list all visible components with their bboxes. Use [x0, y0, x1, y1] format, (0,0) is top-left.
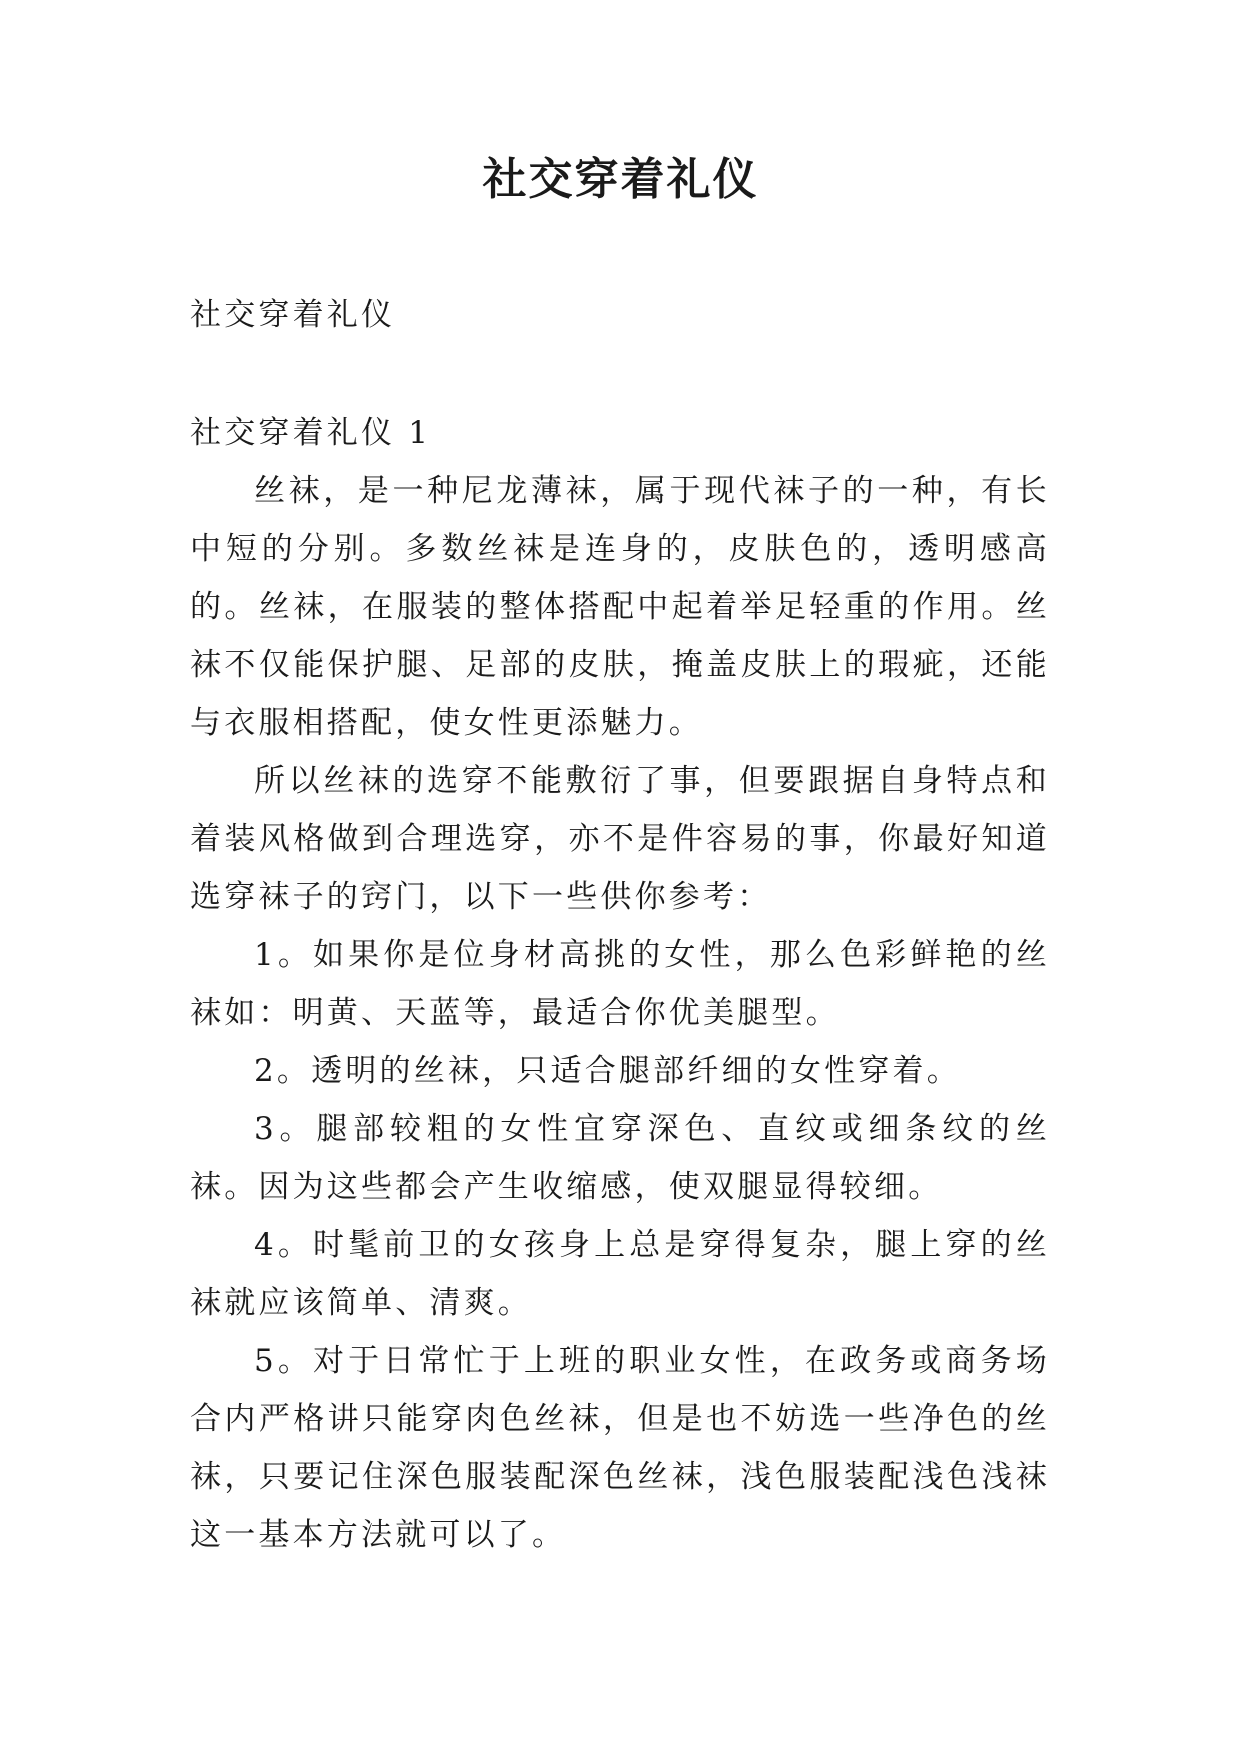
paragraph: 1。如果你是位身材高挑的女性，那么色彩鲜艳的丝袜如：明黄、天蓝等，最适合你优美腿型。 — [190, 937, 1050, 1031]
paragraph: 丝袜，是一种尼龙薄袜，属于现代袜子的一种，有长中短的分别。多数丝袜是连身的，皮肤色的，透明感高的。丝袜，在服装的整体搭配中起着举足轻重的作用。丝袜不仅能保护腿、足部的皮肤，掩盖皮肤上的瑕疵，还能与衣服相搭配，使女性更添魅力。 — [190, 473, 1050, 741]
paragraph: 4。时髦前卫的女孩身上总是穿得复杂，腿上穿的丝袜就应该简单、清爽。 — [190, 1227, 1050, 1321]
paragraph: 3。腿部较粗的女性宜穿深色、直纹或细条纹的丝袜。因为这些都会产生收缩感，使双腿显得较细。 — [190, 1111, 1050, 1205]
paragraph: 5。对于日常忙于上班的职业女性，在政务或商务场合内严格讲只能穿肉色丝袜，但是也不妨选一些净色的丝袜，只要记住深色服装配深色丝袜，浅色服装配浅色浅袜这一基本方法就可以了。 — [190, 1343, 1050, 1553]
body-paragraphs — [190, 462, 1050, 1564]
page-title: 社交穿着礼仪 — [482, 154, 759, 205]
section-heading: 社交穿着礼仪 1 — [190, 415, 432, 451]
paragraph: 所以丝袜的选穿不能敷衍了事，但要跟据自身特点和着装风格做到合理选穿，亦不是件容易的事，你最好知道选穿袜子的窍门，以下一些供你参考： — [190, 763, 1050, 915]
paragraph: 2。透明的丝袜，只适合腿部纤细的女性穿着。 — [254, 1053, 961, 1089]
document-subtitle: 社交穿着礼仪 — [190, 297, 396, 333]
